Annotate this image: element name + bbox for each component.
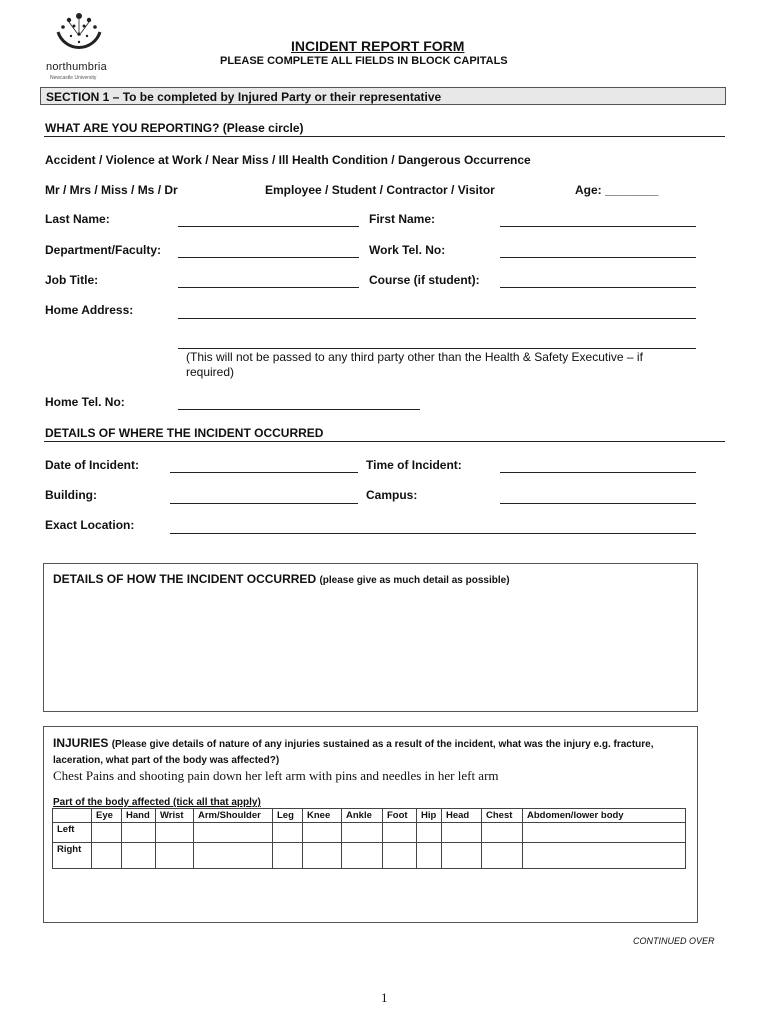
injuries-heading xyxy=(53,736,689,768)
reporting-heading: WHAT ARE YOU REPORTING? (Please circle) xyxy=(45,121,304,135)
body-parts-label: Part of the body affected (tick all that apply) xyxy=(53,797,261,808)
how-heading xyxy=(53,572,510,586)
first-name-label: First Name: xyxy=(369,212,436,226)
how-details-box[interactable] xyxy=(43,563,698,712)
column-header: Wrist xyxy=(156,809,194,823)
building-field[interactable] xyxy=(170,503,358,504)
logo-subtitle: Newcastle University xyxy=(50,75,97,81)
column-header: Knee xyxy=(303,809,342,823)
tick-cell[interactable] xyxy=(194,843,273,869)
time-field[interactable] xyxy=(500,472,696,473)
injuries-entry[interactable]: Chest Pains and shooting pain down her left arm with pins and needles in her left arm xyxy=(53,768,499,783)
column-header: Head xyxy=(442,809,482,823)
tick-cell[interactable] xyxy=(194,823,273,843)
continued-over: CONTINUED OVER xyxy=(633,936,715,946)
job-title-field[interactable] xyxy=(178,287,359,288)
page-number: 1 xyxy=(381,990,388,1005)
column-header: Hip xyxy=(417,809,442,823)
tick-cell[interactable] xyxy=(523,823,686,843)
form-title: INCIDENT REPORT FORM xyxy=(291,38,465,54)
injuries-heading-text: INJURIES xyxy=(53,736,109,750)
building-label: Building: xyxy=(45,488,97,502)
tick-cell[interactable] xyxy=(523,843,686,869)
table-row-right xyxy=(53,843,686,869)
table-header-row xyxy=(53,809,686,823)
home-address-field-1[interactable] xyxy=(178,318,696,319)
column-header: Abdomen/lower body xyxy=(523,809,686,823)
column-header: Leg xyxy=(273,809,303,823)
exact-location-field[interactable] xyxy=(170,533,696,534)
tick-cell[interactable] xyxy=(342,843,383,869)
table-row-left xyxy=(53,823,686,843)
column-header: Chest xyxy=(482,809,523,823)
where-rule xyxy=(44,441,725,442)
work-tel-label: Work Tel. No: xyxy=(369,243,446,257)
job-title-label: Job Title: xyxy=(45,273,99,287)
tick-cell[interactable] xyxy=(156,823,194,843)
date-label: Date of Incident: xyxy=(45,458,140,472)
last-name-label: Last Name: xyxy=(45,212,110,226)
column-header: Ankle xyxy=(342,809,383,823)
home-address-field-2[interactable] xyxy=(178,348,696,349)
department-label: Department/Faculty: xyxy=(45,243,162,257)
tick-cell[interactable] xyxy=(383,843,417,869)
logo xyxy=(44,12,114,82)
tick-cell[interactable] xyxy=(442,843,482,869)
column-header: Foot xyxy=(383,809,417,823)
tick-cell[interactable] xyxy=(442,823,482,843)
tick-cell[interactable] xyxy=(417,843,442,869)
tick-cell[interactable] xyxy=(273,823,303,843)
column-header: Hand xyxy=(122,809,156,823)
tick-cell[interactable] xyxy=(482,843,523,869)
exact-location-label: Exact Location: xyxy=(45,518,135,532)
tick-cell[interactable] xyxy=(342,823,383,843)
work-tel-field[interactable] xyxy=(500,257,696,258)
section-1-bar: SECTION 1 – To be completed by Injured Party or their representative xyxy=(40,87,726,105)
last-name-field[interactable] xyxy=(178,226,359,227)
age-field[interactable]: Age: ________ xyxy=(575,183,659,197)
course-label: Course (if student): xyxy=(369,273,480,287)
department-field[interactable] xyxy=(178,257,359,258)
home-address-label: Home Address: xyxy=(45,303,134,317)
heading-rule xyxy=(44,136,725,137)
column-header: Eye xyxy=(92,809,122,823)
tick-cell[interactable] xyxy=(482,823,523,843)
campus-field[interactable] xyxy=(500,503,696,504)
tick-cell[interactable] xyxy=(156,843,194,869)
tick-cell[interactable] xyxy=(303,823,342,843)
column-header: Arm/Shoulder xyxy=(194,809,273,823)
home-tel-field[interactable] xyxy=(178,409,420,410)
tick-cell[interactable] xyxy=(383,823,417,843)
where-heading: DETAILS OF WHERE THE INCIDENT OCCURRED xyxy=(45,426,324,440)
row-header: Right xyxy=(53,843,92,869)
tick-cell[interactable] xyxy=(122,843,156,869)
body-parts-table xyxy=(52,808,686,869)
tick-cell[interactable] xyxy=(417,823,442,843)
first-name-field[interactable] xyxy=(500,226,696,227)
address-note: (This will not be passed to any third party other than the Health & Safety Executive – if required) xyxy=(186,350,643,379)
injuries-heading-note: (Please give details of nature of any injuries sustained as a result of the incident, what was the injury e.g. fracture, laceration, what part of the body was affected?) xyxy=(53,739,654,766)
how-heading-note: (please give as much detail as possible) xyxy=(319,575,510,586)
title-options[interactable]: Mr / Mrs / Miss / Ms / Dr xyxy=(45,183,178,197)
university-logo-icon xyxy=(44,12,114,60)
home-tel-label: Home Tel. No: xyxy=(45,395,125,409)
date-field[interactable] xyxy=(170,472,358,473)
form-subtitle: PLEASE COMPLETE ALL FIELDS IN BLOCK CAPITALS xyxy=(220,55,508,67)
tick-cell[interactable] xyxy=(303,843,342,869)
campus-label: Campus: xyxy=(366,488,418,502)
tick-cell[interactable] xyxy=(92,843,122,869)
logo-name: northumbria xyxy=(46,61,107,73)
course-field[interactable] xyxy=(500,287,696,288)
tick-cell[interactable] xyxy=(122,823,156,843)
row-header: Left xyxy=(53,823,92,843)
tick-cell[interactable] xyxy=(92,823,122,843)
reporting-options[interactable]: Accident / Violence at Work / Near Miss / Ill Health Condition / Dangerous Occurrence xyxy=(45,153,531,167)
time-label: Time of Incident: xyxy=(366,458,462,472)
tick-cell[interactable] xyxy=(273,843,303,869)
table-corner-cell xyxy=(53,809,92,823)
person-type-options[interactable]: Employee / Student / Contractor / Visitor xyxy=(265,183,495,197)
how-heading-text: DETAILS OF HOW THE INCIDENT OCCURRED xyxy=(53,572,317,586)
